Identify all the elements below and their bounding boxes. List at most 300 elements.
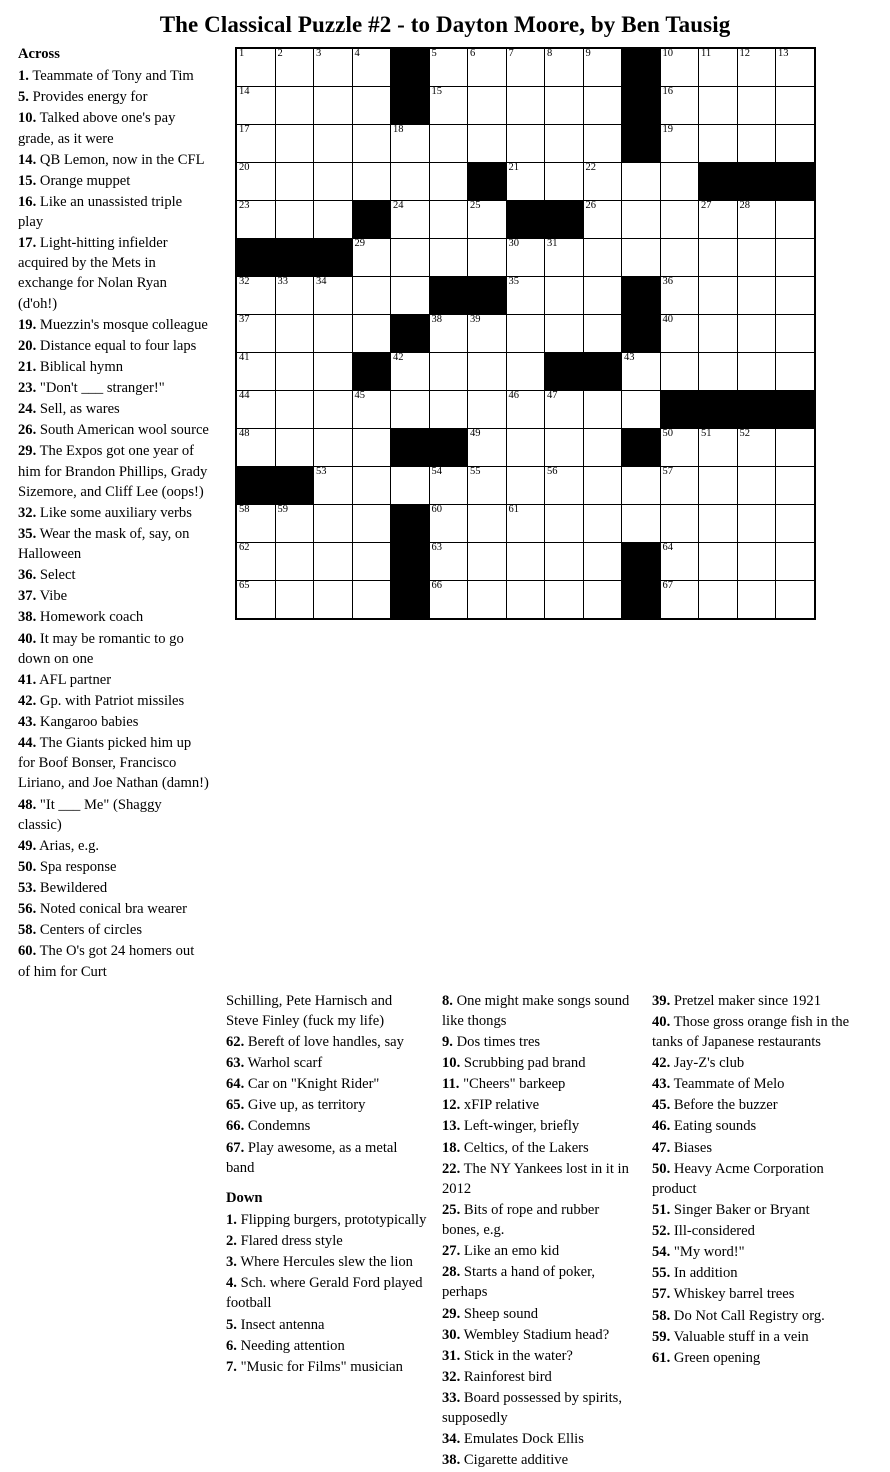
grid-cell[interactable] xyxy=(737,201,776,239)
grid-cell[interactable] xyxy=(699,429,738,467)
clue-number: 7. xyxy=(226,1358,237,1375)
grid-cell[interactable] xyxy=(429,391,468,429)
clue-item xyxy=(18,670,209,690)
grid-cell[interactable] xyxy=(275,505,314,543)
grid-cell[interactable] xyxy=(506,163,545,201)
grid-cell[interactable] xyxy=(236,315,275,353)
grid-cell-number: 58 xyxy=(239,504,250,515)
grid-cell[interactable] xyxy=(506,353,545,391)
grid-cell[interactable] xyxy=(660,467,699,505)
grid-cell[interactable] xyxy=(776,315,815,353)
clue-text: Eating sounds xyxy=(670,1118,757,1135)
grid-cell[interactable] xyxy=(314,391,353,429)
grid-cell[interactable] xyxy=(699,125,738,163)
grid-cell[interactable] xyxy=(275,429,314,467)
clue-text: Sell, as wares xyxy=(36,401,120,418)
grid-cell[interactable] xyxy=(622,353,661,391)
clue-text: Rainforest bird xyxy=(460,1368,552,1385)
grid-cell[interactable] xyxy=(583,125,622,163)
clue-item xyxy=(652,1221,853,1241)
grid-cell[interactable] xyxy=(236,87,275,125)
clue-number: 42. xyxy=(652,1055,671,1071)
grid-cell[interactable] xyxy=(737,543,776,581)
grid-cell[interactable] xyxy=(314,201,353,239)
grid-cell[interactable] xyxy=(737,239,776,277)
clue-item xyxy=(442,1032,638,1052)
grid-cell[interactable] xyxy=(776,239,815,277)
grid-cell[interactable] xyxy=(776,125,815,163)
grid-cell[interactable] xyxy=(468,48,507,87)
grid-cell[interactable] xyxy=(545,429,584,467)
clue-item xyxy=(18,712,209,732)
grid-cell[interactable] xyxy=(660,48,699,87)
grid-cell-block xyxy=(699,391,738,429)
grid-cell[interactable] xyxy=(699,277,738,315)
grid-cell[interactable] xyxy=(622,467,661,505)
grid-cell[interactable] xyxy=(236,163,275,201)
grid-cell[interactable] xyxy=(545,505,584,543)
grid-cell[interactable] xyxy=(545,543,584,581)
clue-text: Muezzin's mosque colleague xyxy=(36,316,208,333)
grid-cell[interactable] xyxy=(314,429,353,467)
page-title: The Classical Puzzle #2 - to Dayton Moore, by Ben Tausig xyxy=(159,12,731,37)
grid-cell-number: 48 xyxy=(239,428,250,439)
grid-cell[interactable] xyxy=(737,48,776,87)
grid-cell[interactable] xyxy=(699,239,738,277)
grid-cell-block xyxy=(391,505,430,543)
grid-cell[interactable] xyxy=(391,277,430,315)
grid-cell[interactable] xyxy=(468,581,507,620)
grid-cell[interactable] xyxy=(352,429,391,467)
grid-cell[interactable] xyxy=(314,48,353,87)
grid-cell[interactable] xyxy=(506,429,545,467)
grid-cell[interactable] xyxy=(622,163,661,201)
grid-cell[interactable] xyxy=(737,467,776,505)
grid-cell-block xyxy=(699,163,738,201)
grid-cell[interactable] xyxy=(236,505,275,543)
grid-cell[interactable] xyxy=(391,201,430,239)
grid-cell[interactable] xyxy=(622,239,661,277)
grid-cell[interactable] xyxy=(622,391,661,429)
grid-cell[interactable] xyxy=(545,239,584,277)
grid-cell[interactable] xyxy=(391,353,430,391)
clue-number: 18. xyxy=(442,1139,461,1156)
grid-cell[interactable] xyxy=(737,87,776,125)
clue-text: "My word!" xyxy=(670,1244,745,1261)
grid-cell[interactable] xyxy=(660,505,699,543)
grid-cell-number: 64 xyxy=(662,542,673,553)
grid-cell[interactable] xyxy=(660,581,699,620)
grid-cell[interactable] xyxy=(660,315,699,353)
clue-text: Gp. with Patriot missiles xyxy=(36,692,185,709)
grid-cell[interactable] xyxy=(583,467,622,505)
grid-cell[interactable] xyxy=(352,467,391,505)
clue-text: Sheep sound xyxy=(460,1305,539,1322)
clue-item xyxy=(442,1241,638,1261)
grid-cell[interactable] xyxy=(583,543,622,581)
grid-cell-number: 19 xyxy=(662,124,673,135)
grid-cell[interactable] xyxy=(275,201,314,239)
grid-cell[interactable] xyxy=(352,87,391,125)
clue-text: Heavy Acme Corporation product xyxy=(652,1160,824,1197)
grid-cell[interactable] xyxy=(429,87,468,125)
grid-cell[interactable] xyxy=(776,543,815,581)
clue-item xyxy=(442,1159,638,1199)
grid-cell[interactable] xyxy=(468,87,507,125)
grid-cell-number: 9 xyxy=(585,48,591,59)
grid-cell[interactable] xyxy=(737,581,776,620)
clue-text: Flared dress style xyxy=(236,1233,343,1249)
grid-cell-number: 54 xyxy=(431,466,442,477)
grid-cell[interactable] xyxy=(622,201,661,239)
clue-text: One might make songs sound like thongs xyxy=(442,992,630,1029)
grid-cell[interactable] xyxy=(236,277,275,315)
across-clue-list-continued xyxy=(226,1032,428,1178)
grid-cell[interactable] xyxy=(660,239,699,277)
grid-cell-number: 12 xyxy=(739,48,750,59)
grid-cell[interactable] xyxy=(583,48,622,87)
grid-cell[interactable] xyxy=(429,315,468,353)
grid-cell[interactable] xyxy=(699,353,738,391)
grid-cell[interactable] xyxy=(699,315,738,353)
grid-cell-number: 3 xyxy=(316,48,322,59)
grid-cell-number: 7 xyxy=(508,48,514,59)
grid-cell[interactable] xyxy=(429,163,468,201)
grid-cell-block xyxy=(468,277,507,315)
grid-cell-block xyxy=(275,467,314,505)
grid-cell[interactable] xyxy=(545,467,584,505)
grid-cell[interactable] xyxy=(236,429,275,467)
grid-cell[interactable] xyxy=(468,315,507,353)
grid-cell[interactable] xyxy=(776,467,815,505)
grid-cell[interactable] xyxy=(545,125,584,163)
grid-cell[interactable] xyxy=(275,163,314,201)
grid-row xyxy=(236,163,815,201)
grid-cell[interactable] xyxy=(314,277,353,315)
grid-cell[interactable] xyxy=(429,239,468,277)
crossword-grid-container xyxy=(215,44,816,620)
clue-number: 21. xyxy=(18,358,37,375)
grid-cell[interactable] xyxy=(545,87,584,125)
grid-cell[interactable] xyxy=(583,505,622,543)
grid-cell[interactable] xyxy=(314,505,353,543)
grid-cell[interactable] xyxy=(468,429,507,467)
grid-cell-block xyxy=(622,277,661,315)
grid-cell[interactable] xyxy=(352,315,391,353)
clue-text: Light-hitting infielder acquired by the Mets in exchange for Nolan Ryan (d'oh!) xyxy=(18,235,168,312)
clue-item xyxy=(226,1032,428,1052)
grid-cell[interactable] xyxy=(583,87,622,125)
grid-cell[interactable] xyxy=(660,277,699,315)
grid-cell[interactable] xyxy=(506,239,545,277)
grid-cell[interactable] xyxy=(352,581,391,620)
grid-cell-number: 42 xyxy=(393,352,404,363)
grid-cell[interactable] xyxy=(506,391,545,429)
grid-cell[interactable] xyxy=(236,201,275,239)
grid-cell-number: 15 xyxy=(431,86,442,97)
grid-cell[interactable] xyxy=(275,125,314,163)
grid-cell[interactable] xyxy=(429,505,468,543)
grid-cell[interactable] xyxy=(660,429,699,467)
grid-cell[interactable] xyxy=(583,429,622,467)
clue-item xyxy=(18,878,209,898)
clue-number: 44. xyxy=(18,735,37,752)
grid-cell[interactable] xyxy=(660,125,699,163)
grid-cell-block xyxy=(391,543,430,581)
clue-item xyxy=(226,1074,428,1094)
grid-cell[interactable] xyxy=(352,543,391,581)
clue-text: Jay-Z's club xyxy=(670,1055,745,1071)
grid-cell-number: 28 xyxy=(739,200,750,211)
grid-cell[interactable] xyxy=(352,163,391,201)
grid-cell[interactable] xyxy=(391,391,430,429)
grid-cell[interactable] xyxy=(737,429,776,467)
clue-number: 52. xyxy=(652,1223,671,1239)
grid-cell-number: 41 xyxy=(239,352,250,363)
clue-text: Car on "Knight Rider" xyxy=(244,1076,380,1093)
grid-cell[interactable] xyxy=(275,391,314,429)
clue-item xyxy=(18,899,209,919)
grid-cell[interactable] xyxy=(352,48,391,87)
grid-cell[interactable] xyxy=(468,543,507,581)
grid-cell[interactable] xyxy=(545,581,584,620)
grid-cell[interactable] xyxy=(391,163,430,201)
clue-number: 50. xyxy=(652,1160,671,1177)
grid-cell-number: 46 xyxy=(508,390,519,401)
grid-cell-block xyxy=(622,543,661,581)
grid-cell[interactable] xyxy=(776,277,815,315)
grid-cell[interactable] xyxy=(468,391,507,429)
bottom-column-1 xyxy=(226,991,442,1472)
grid-cell[interactable] xyxy=(699,48,738,87)
grid-cell[interactable] xyxy=(352,391,391,429)
clue-item xyxy=(652,1095,853,1115)
grid-cell[interactable] xyxy=(391,467,430,505)
grid-cell[interactable] xyxy=(622,505,661,543)
grid-cell[interactable] xyxy=(506,467,545,505)
clue-number: 63. xyxy=(226,1055,245,1071)
grid-cell[interactable] xyxy=(699,467,738,505)
clue-number: 65. xyxy=(226,1097,245,1114)
grid-cell[interactable] xyxy=(699,505,738,543)
grid-cell[interactable] xyxy=(352,505,391,543)
clue-item xyxy=(652,1306,853,1326)
grid-cell[interactable] xyxy=(776,505,815,543)
grid-cell[interactable] xyxy=(583,239,622,277)
grid-cell[interactable] xyxy=(583,163,622,201)
grid-cell[interactable] xyxy=(583,315,622,353)
grid-cell[interactable] xyxy=(660,201,699,239)
clue-number: 54. xyxy=(652,1244,671,1261)
grid-cell[interactable] xyxy=(468,201,507,239)
clue-number: 4. xyxy=(226,1275,237,1292)
grid-cell[interactable] xyxy=(468,239,507,277)
clue-item xyxy=(442,1138,638,1158)
grid-cell[interactable] xyxy=(506,581,545,620)
grid-cell[interactable] xyxy=(468,505,507,543)
grid-cell-block xyxy=(622,581,661,620)
grid-cell[interactable] xyxy=(275,353,314,391)
grid-cell[interactable] xyxy=(236,391,275,429)
grid-cell[interactable] xyxy=(776,581,815,620)
grid-cell[interactable] xyxy=(352,125,391,163)
clue-number: 37. xyxy=(18,588,37,605)
grid-cell[interactable] xyxy=(660,543,699,581)
grid-cell[interactable] xyxy=(314,163,353,201)
grid-cell[interactable] xyxy=(314,315,353,353)
grid-cell-number: 8 xyxy=(547,48,553,59)
clue-text: Distance equal to four laps xyxy=(36,337,197,354)
grid-cell[interactable] xyxy=(468,125,507,163)
grid-cell[interactable] xyxy=(236,125,275,163)
grid-cell[interactable] xyxy=(429,48,468,87)
grid-cell[interactable] xyxy=(275,315,314,353)
grid-cell-block xyxy=(391,315,430,353)
grid-cell[interactable] xyxy=(429,125,468,163)
grid-cell[interactable] xyxy=(699,87,738,125)
grid-cell-number: 27 xyxy=(701,200,712,211)
grid-cell[interactable] xyxy=(545,391,584,429)
grid-cell[interactable] xyxy=(776,48,815,87)
grid-cell[interactable] xyxy=(699,581,738,620)
grid-cell[interactable] xyxy=(275,581,314,620)
grid-row xyxy=(236,429,815,467)
grid-cell[interactable] xyxy=(352,239,391,277)
grid-cell[interactable] xyxy=(429,467,468,505)
grid-cell[interactable] xyxy=(506,543,545,581)
grid-cell[interactable] xyxy=(314,125,353,163)
clue-text: Emulates Dock Ellis xyxy=(460,1431,584,1448)
clue-number: 49. xyxy=(18,837,37,854)
grid-cell[interactable] xyxy=(545,48,584,87)
grid-cell[interactable] xyxy=(506,125,545,163)
grid-row xyxy=(236,239,815,277)
clue-number: 27. xyxy=(442,1243,461,1260)
grid-cell[interactable] xyxy=(429,353,468,391)
grid-cell-number: 23 xyxy=(239,200,250,211)
clue-item xyxy=(226,1273,428,1313)
grid-cell[interactable] xyxy=(737,505,776,543)
grid-cell[interactable] xyxy=(236,543,275,581)
grid-cell[interactable] xyxy=(314,87,353,125)
grid-cell[interactable] xyxy=(776,353,815,391)
clue-number: 29. xyxy=(442,1305,461,1322)
clue-number: 5. xyxy=(18,89,29,106)
grid-cell[interactable] xyxy=(737,277,776,315)
grid-cell[interactable] xyxy=(660,87,699,125)
grid-cell[interactable] xyxy=(314,543,353,581)
grid-cell[interactable] xyxy=(506,315,545,353)
clue-item xyxy=(442,1367,638,1387)
grid-cell[interactable] xyxy=(506,277,545,315)
clue-number: 32. xyxy=(442,1368,461,1385)
grid-cell[interactable] xyxy=(275,87,314,125)
grid-cell[interactable] xyxy=(583,201,622,239)
crossword-grid[interactable] xyxy=(235,47,816,620)
clue-number: 3. xyxy=(226,1254,237,1271)
grid-cell[interactable] xyxy=(236,581,275,620)
grid-cell[interactable] xyxy=(506,48,545,87)
grid-cell-number: 51 xyxy=(701,428,712,439)
grid-cell[interactable] xyxy=(776,87,815,125)
grid-cell[interactable] xyxy=(468,353,507,391)
grid-cell[interactable] xyxy=(737,353,776,391)
grid-cell[interactable] xyxy=(429,543,468,581)
grid-cell[interactable] xyxy=(468,467,507,505)
grid-cell[interactable] xyxy=(314,581,353,620)
grid-cell[interactable] xyxy=(583,277,622,315)
clue-item xyxy=(226,1138,428,1178)
grid-cell-number: 29 xyxy=(354,238,365,249)
grid-cell[interactable] xyxy=(352,277,391,315)
bottom-column-3 xyxy=(652,991,867,1472)
grid-cell[interactable] xyxy=(699,543,738,581)
clue-text: Noted conical bra wearer xyxy=(36,901,187,918)
grid-cell[interactable] xyxy=(583,391,622,429)
grid-cell[interactable] xyxy=(776,201,815,239)
clue-text: Celtics, of the Lakers xyxy=(460,1139,589,1156)
grid-cell[interactable] xyxy=(236,48,275,87)
clue-text: Board possessed by spirits, supposedly xyxy=(442,1390,622,1427)
grid-cell[interactable] xyxy=(391,125,430,163)
grid-cell[interactable] xyxy=(737,315,776,353)
grid-cell-block xyxy=(236,467,275,505)
clue-text: Stick in the water? xyxy=(460,1347,573,1364)
grid-cell[interactable] xyxy=(236,353,275,391)
clue-text: Needing attention xyxy=(236,1337,345,1354)
grid-cell[interactable] xyxy=(660,163,699,201)
grid-cell[interactable] xyxy=(545,315,584,353)
grid-row xyxy=(236,467,815,505)
grid-cell[interactable] xyxy=(275,277,314,315)
grid-cell[interactable] xyxy=(737,125,776,163)
grid-cell[interactable] xyxy=(506,87,545,125)
grid-cell-number: 17 xyxy=(239,124,250,135)
grid-cell[interactable] xyxy=(314,353,353,391)
clue-item xyxy=(442,1116,638,1136)
grid-cell[interactable] xyxy=(429,201,468,239)
grid-cell-number: 38 xyxy=(431,314,442,325)
grid-cell[interactable] xyxy=(275,543,314,581)
grid-cell-block xyxy=(236,239,275,277)
clue-text: "Music for Films" musician xyxy=(236,1358,403,1375)
clue-number: 43. xyxy=(652,1076,671,1093)
grid-cell[interactable] xyxy=(391,239,430,277)
grid-row xyxy=(236,543,815,581)
clue-text: Like an unassisted triple play xyxy=(18,193,183,230)
grid-cell[interactable] xyxy=(776,429,815,467)
grid-cell[interactable] xyxy=(275,48,314,87)
grid-cell[interactable] xyxy=(506,505,545,543)
grid-cell[interactable] xyxy=(545,163,584,201)
clue-text: Homework coach xyxy=(36,609,144,626)
grid-cell-number: 55 xyxy=(470,466,481,477)
grid-cell-number: 13 xyxy=(778,48,789,59)
grid-cell[interactable] xyxy=(429,581,468,620)
grid-cell-number: 37 xyxy=(239,314,250,325)
grid-cell[interactable] xyxy=(699,201,738,239)
grid-row xyxy=(236,315,815,353)
clue-item xyxy=(226,1357,428,1377)
clue-text: Spa response xyxy=(36,858,117,875)
grid-cell-block xyxy=(545,201,584,239)
grid-cell[interactable] xyxy=(583,581,622,620)
clue-text: Green opening xyxy=(670,1349,761,1366)
grid-cell[interactable] xyxy=(314,467,353,505)
grid-cell[interactable] xyxy=(660,353,699,391)
clue-text: Orange muppet xyxy=(36,172,131,189)
grid-cell[interactable] xyxy=(545,277,584,315)
